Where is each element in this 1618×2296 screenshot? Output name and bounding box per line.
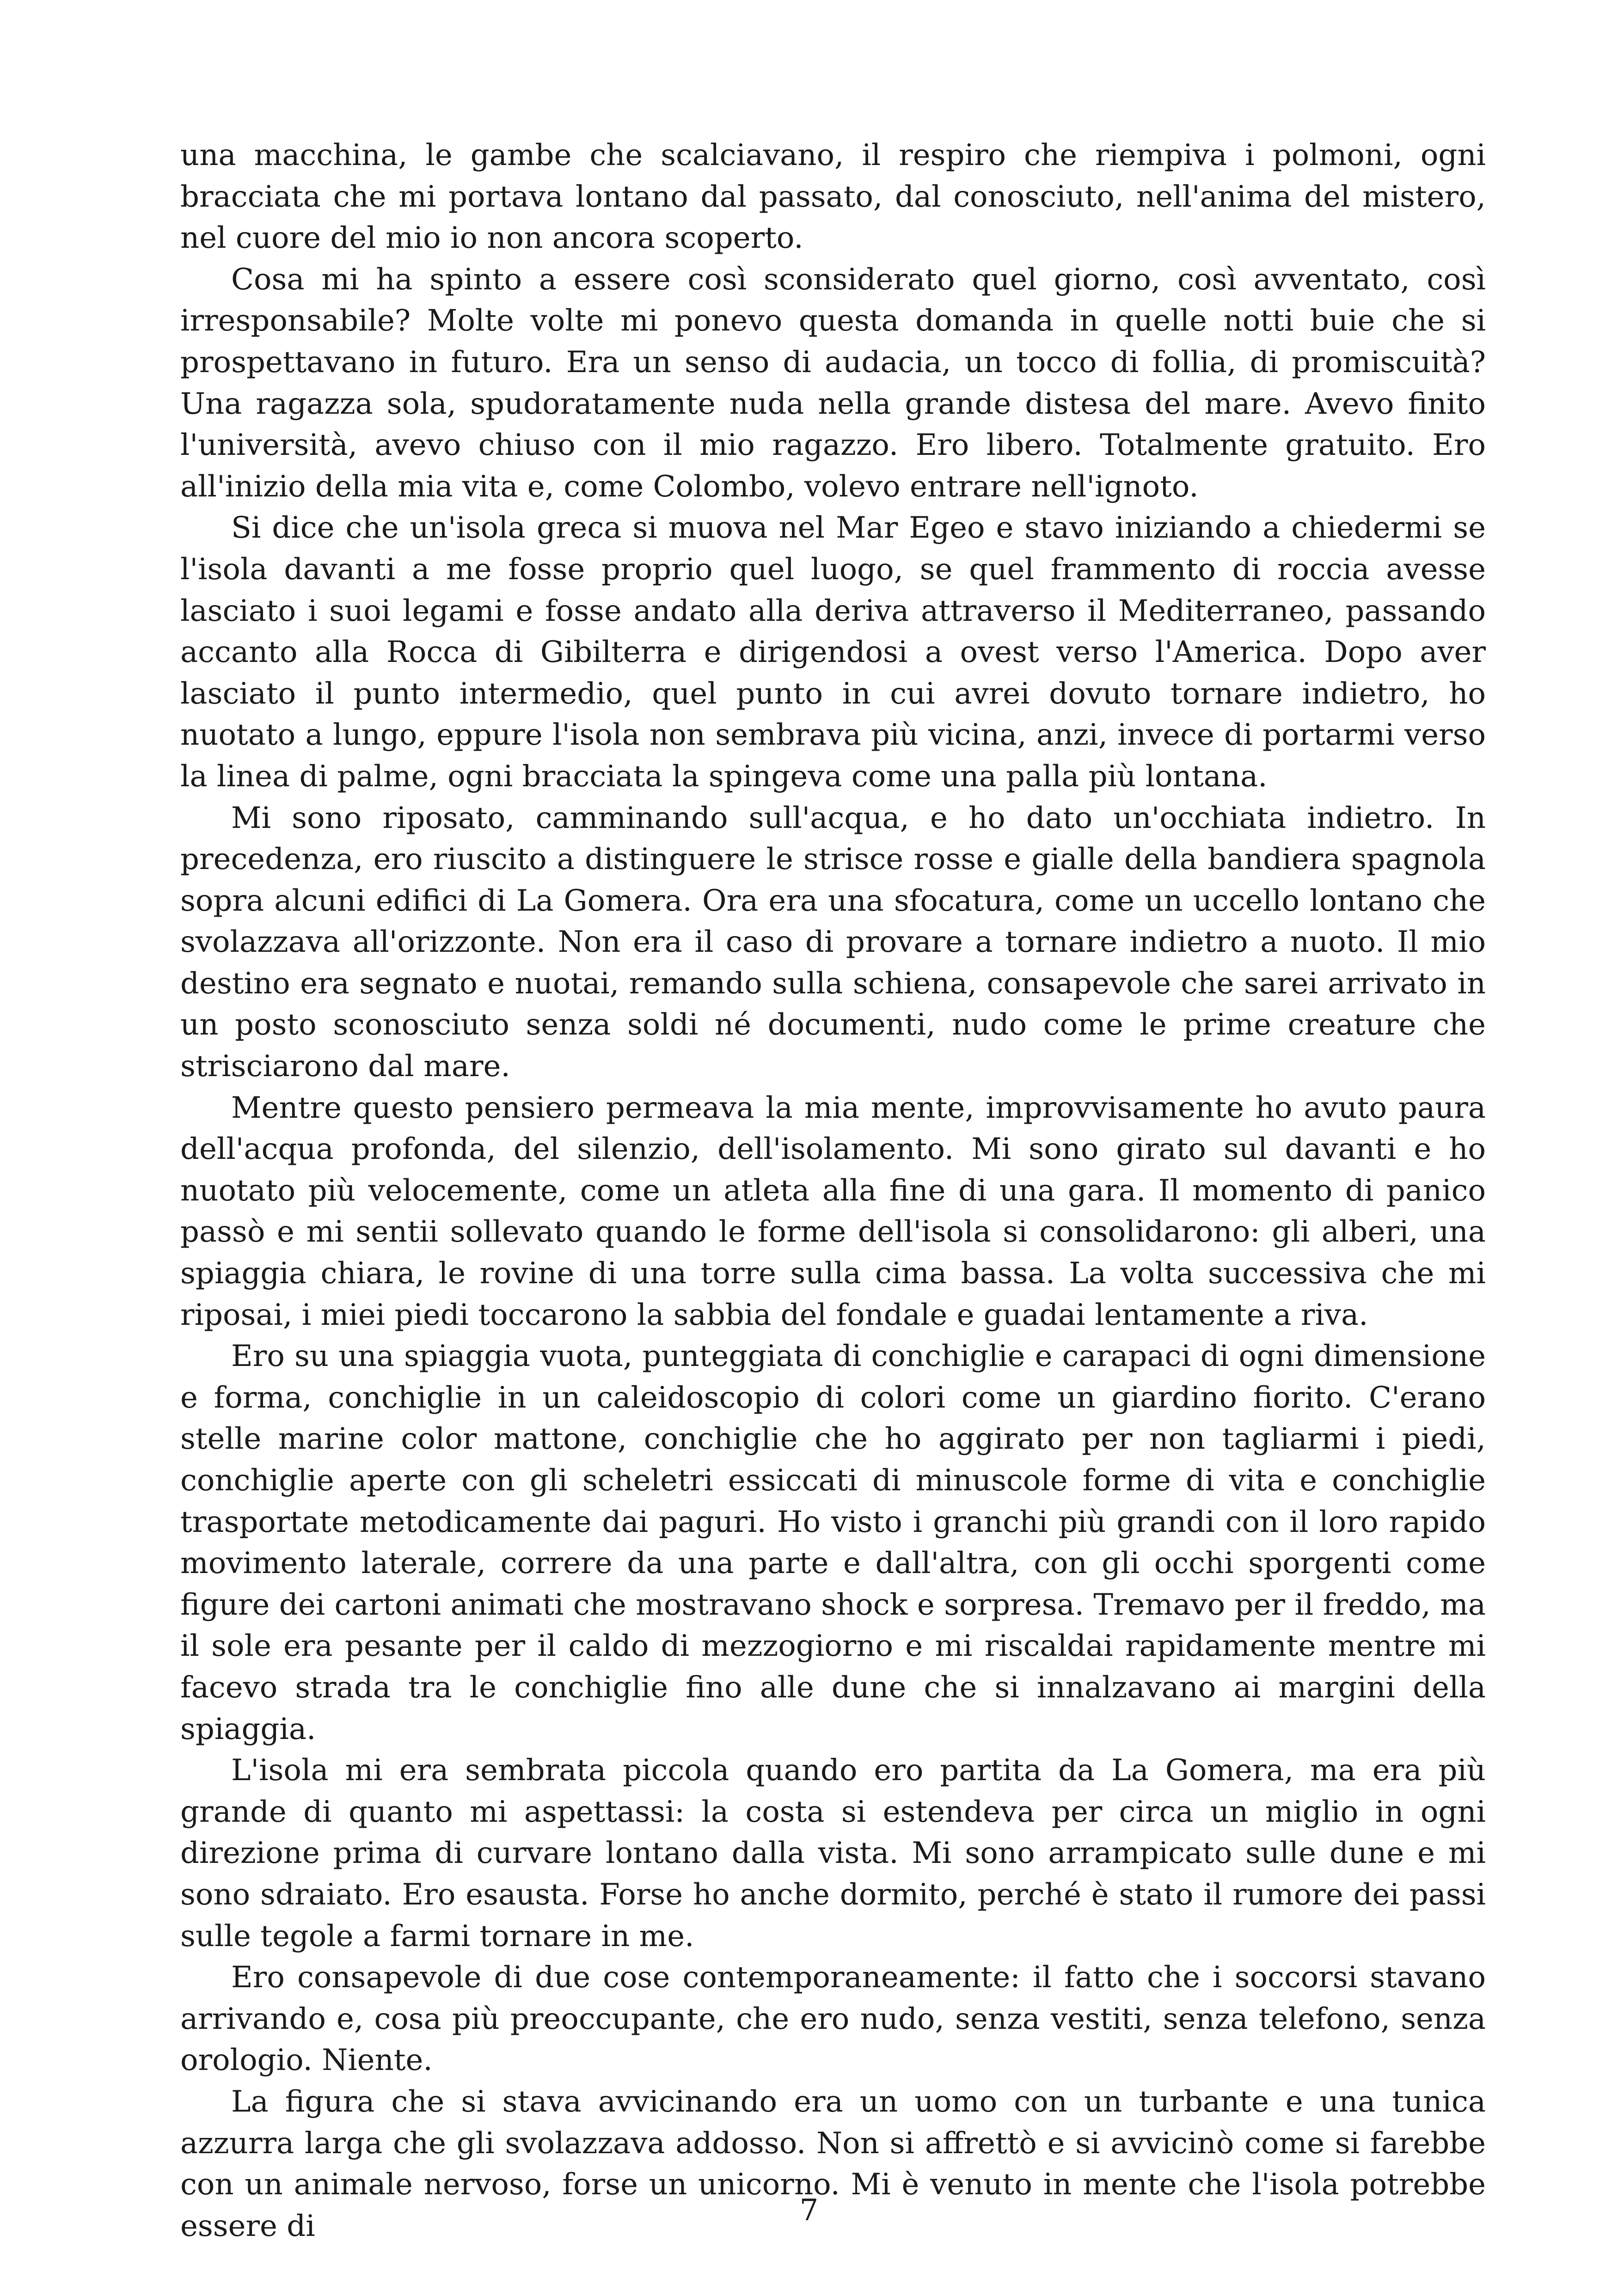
paragraph: Mi sono riposato, camminando sull'acqua, e ho dato un'occhiata indietro. In precedenza, ero riuscito a distinguere le strisce rosse e gialle della bandiera spagnola sopra alcuni edifici di La Gomera. Ora era una sfocatura, come un uccello lontano che svolazzava all'orizzonte. Non era il caso di provare a tornare indietro a nuoto. Il mio destino era segnato e nuotai, remando sulla schiena, consapevole che sarei arrivato in un posto sconosciuto senza soldi né documenti, nudo come le prime creature che strisciarono dal mare. <box>180 801 1486 1084</box>
paragraph: Ero consapevole di due cose contemporaneamente: il fatto che i soccorsi stavano arrivando e, cosa più preoccupante, che ero nudo, senza vestiti, senza telefono, senza orologio. Niente. <box>180 1960 1486 2078</box>
paragraph-continuation: una macchina, le gambe che scalciavano, il respiro che riempiva i polmoni, ogni bracciata che mi portava lontano dal passato, dal conosciuto, nell'anima del mistero, nel cuore del mio io non ancora scoperto. <box>180 138 1486 256</box>
page-number: 7 <box>799 2193 819 2228</box>
paragraph: La figura che si stava avvicinando era un uomo con un turbante e una tunica azzurra larga che gli svolazzava addosso. Non si affrettò e si avvicinò come si farebbe con un animale nervoso, forse un unicorno. Mi è venuto in mente che l'isola potrebbe essere di <box>180 2084 1486 2243</box>
paragraph: Mentre questo pensiero permeava la mia mente, improvvisamente ho avuto paura dell'acqua profonda, del silenzio, dell'isolamento. Mi sono girato sul davanti e ho nuotato più velocemente, come un atleta alla fine di una gara. Il momento di panico passò e mi sentii sollevato quando le forme dell'isola si consolidarono: gli alberi, una spiaggia chiara, le rovine di una torre sulla cima bassa. La volta successiva che mi riposai, i miei piedi toccarono la sabbia del fondale e guadai lentamente a riva. <box>180 1090 1486 1332</box>
body-text <box>180 135 1486 2247</box>
paragraph: Ero su una spiaggia vuota, punteggiata di conchiglie e carapaci di ogni dimensione e forma, conchiglie in un caleidoscopio di colori come un giardino fiorito. C'erano stelle marine color mattone, conchiglie che ho aggirato per non tagliarmi i piedi, conchiglie aperte con gli scheletri essiccati di minuscole forme di vita e conchiglie trasportate metodicamente dai paguri. Ho visto i granchi più grandi con il loro rapido movimento laterale, correre da una parte e dall'altra, con gli occhi sporgenti come figure dei cartoni animati che mostravano shock e sorpresa. Tremavo per il freddo, ma il sole era pesante per il caldo di mezzogiorno e mi riscaldai rapidamente mentre mi facevo strada tra le conchiglie fino alle dune che si innalzavano ai margini della spiaggia. <box>180 1339 1486 1746</box>
paragraph: Si dice che un'isola greca si muova nel Mar Egeo e stavo iniziando a chiedermi se l'isola davanti a me fosse proprio quel luogo, se quel frammento di roccia avesse lasciato i suoi legami e fosse andato alla deriva attraverso il Mediterraneo, passando accanto alla Rocca di Gibilterra e dirigendosi a ovest verso l'America. Dopo aver lasciato il punto intermedio, quel punto in cui avrei dovuto tornare indietro, ho nuotato a lungo, eppure l'isola non sembrava più vicina, anzi, invece di portarmi verso la linea di palme, ogni bracciata la spingeva come una palla più lontana. <box>180 511 1486 794</box>
paragraph: Cosa mi ha spinto a essere così sconsiderato quel giorno, così avventato, così irresponsabile? Molte volte mi ponevo questa domanda in quelle notti buie che si prospettavano in futuro. Era un senso di audacia, un tocco di follia, di promiscuità? Una ragazza sola, spudoratamente nuda nella grande distesa del mare. Avevo finito l'università, avevo chiuso con il mio ragazzo. Ero libero. Totalmente gratuito. Ero all'inizio della mia vita e, come Colombo, volevo entrare nell'ignoto. <box>180 262 1486 504</box>
paragraph: L'isola mi era sembrata piccola quando ero partita da La Gomera, ma era più grande di quanto mi aspettassi: la costa si estendeva per circa un miglio in ogni direzione prima di curvare lontano dalla vista. Mi sono arrampicato sulle dune e mi sono sdraiato. Ero esausta. Forse ho anche dormito, perché è stato il rumore dei passi sulle tegole a farmi tornare in me. <box>180 1753 1486 1953</box>
